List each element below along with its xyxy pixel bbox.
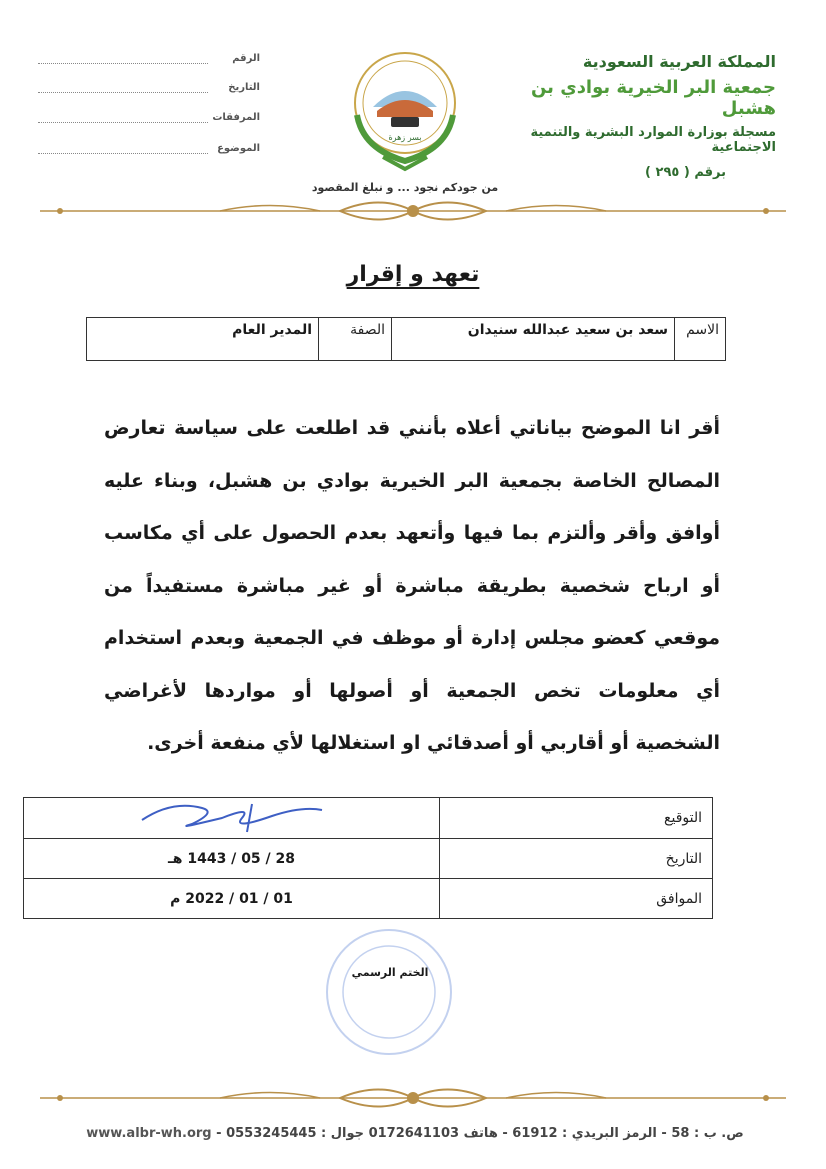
ministry-registration: مسجلة بوزارة الموارد البشرية والتنمية الاجتماعية [530, 125, 776, 155]
role-label: الصفة [319, 318, 392, 361]
equiv-date-label: الموافق [440, 879, 713, 919]
field-line [38, 122, 208, 123]
association-logo-icon [343, 45, 467, 175]
ornament-footer-icon [40, 1083, 786, 1113]
logo-text: بسر زهرة [388, 133, 422, 142]
signature-table [23, 797, 713, 919]
field-date [38, 82, 260, 98]
role-value: المدير العام [87, 318, 319, 361]
equiv-date-value: 01 / 01 / 2022 م [24, 879, 440, 919]
date-label: التاريخ [440, 839, 713, 879]
slogan: من جودكم نجود ... و نبلغ المقصود [311, 181, 499, 194]
page-title-text: تعهد و إقرار [346, 262, 480, 287]
field-label: التاريخ [228, 82, 260, 93]
declaration-text: أقر انا الموضح بياناتي أعلاه بأنني قد اطلعت على سياسة تعارض المصالح الخاصة بجمعية البر الخيرية بوادي بن هشبل، وبناء عليه أوافق وأقر وألتزم بما فيها وأتعهد بعدم الحصول على أي مكاسب أو ارباح شخصية بطريقة مباشرة أو غير مباشرة مستفيداً من موقعي كعضو مجلس إدارة أو موظف في الجمعية وبعدم استخدام أي معلومات تخص الجمعية أو أصولها أو مواردها لأغراضي الشخصية أو أقاربي أو أصدقائي او استغلالها لأي منفعة أخرى. [104, 417, 720, 754]
field-attachments [38, 112, 260, 128]
field-label: الرقم [232, 53, 260, 64]
stamp-label: الختم الرسمي [351, 966, 429, 979]
page-title [0, 262, 826, 287]
footer-address: ص. ب : 58 - الرمز البريدي : 61912 - هاتف 0172641103 جوال : 0553245445 - [216, 1126, 744, 1141]
handwritten-signature-icon [132, 798, 332, 834]
field-line [38, 153, 208, 154]
kingdom-name: المملكة العربية السعودية [582, 52, 776, 71]
signature-cell [24, 798, 440, 839]
name-label: الاسم [675, 318, 726, 361]
info-table [86, 317, 726, 361]
ornament-divider-icon [40, 196, 786, 226]
name-value: سعد بن سعيد عبدالله سنيدان [392, 318, 675, 361]
footer-contact [30, 1126, 800, 1141]
official-stamp-icon [318, 926, 460, 1058]
field-subject [38, 143, 260, 159]
footer-website: www.albr-wh.org [86, 1126, 212, 1141]
registration-number: برقم ( ٢٩٥ ) [645, 165, 726, 180]
letterhead-right [476, 52, 776, 180]
field-number [38, 53, 260, 69]
date-value: 28 / 05 / 1443 هـ [24, 839, 440, 879]
field-line [38, 63, 208, 64]
field-label: المرفقات [212, 112, 260, 123]
field-line [38, 92, 208, 93]
association-name: جمعية البر الخيرية بوادي بن هشبل [530, 77, 776, 119]
signature-label: التوقيع [440, 798, 713, 839]
field-label: الموضوع [217, 143, 260, 154]
